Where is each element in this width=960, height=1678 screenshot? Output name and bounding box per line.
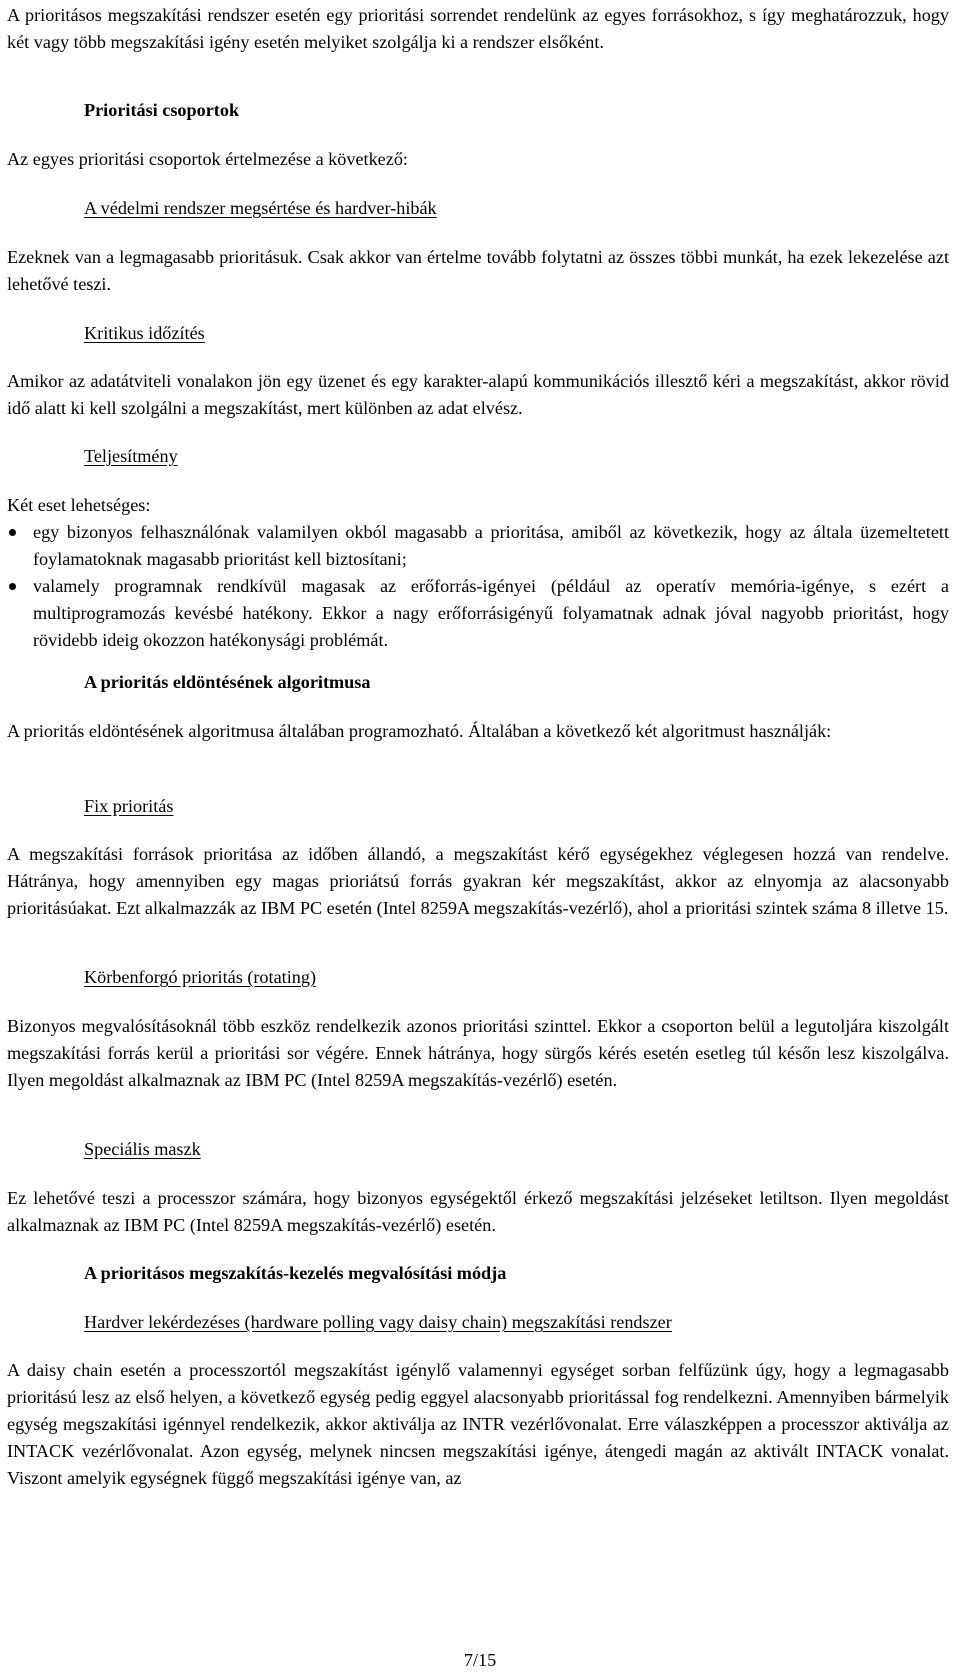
intro-paragraph: A prioritásos megszakítási rendszer esetén egy prioritási sorrendet rendelünk az egyes forrásokhoz, s így meghatározzuk, hogy két vagy több megszakítási igény esetén melyiket szolgálja ki a rendszer elsőként. bbox=[7, 5, 949, 52]
heading-protection-faults: A védelmi rendszer megsértése és hardver-hibák bbox=[84, 198, 437, 218]
rotating-priority-paragraph: Bizonyos megvalósításoknál több eszköz rendelkezik azonos prioritási szinttel. Ekkor a csoporton belül a legutoljára kiszolgált megszakítási forrás kerül a prioritási sor végére. Ennek hátránya, hogy sürgős kérés esetén esetleg túl későn lesz kiszolgálva. Ilyen megoldást alkalmaznak az IBM PC (Intel 8259A megszakítás-vezérlő) esetén. bbox=[7, 1016, 949, 1090]
heading-hardware-polling: Hardver lekérdezéses (hardware polling vagy daisy chain) megszakítási rendszer bbox=[84, 1312, 672, 1332]
heading-priority-algorithm: A prioritás eldöntésének algoritmusa bbox=[84, 672, 371, 692]
heading-critical-timing: Kritikus időzítés bbox=[84, 323, 205, 343]
heading-fixed-priority: Fix prioritás bbox=[84, 796, 174, 816]
priority-groups-paragraph: Az egyes prioritási csoportok értelmezése a következő: bbox=[7, 149, 408, 169]
heading-implementation-method: A prioritásos megszakítás-kezelés megvalósítási módja bbox=[84, 1263, 507, 1283]
bullet-text: valamely programnak rendkívül magasak az erőforrás-igényei (például az operatív memória-igénye, s ezért a multiprogramozás kevésbé hatékony. Ekkor a nagy erőforrásigényű folyamatnak adnak jóval nagyobb prioritást, hogy rövidebb ideig okozzon hatékonysági problémát. bbox=[33, 576, 949, 650]
fixed-priority-paragraph: A megszakítási források prioritása az időben állandó, a megszakítást kérő egységekhez véglegesen hozzá van rendelve. Hátránya, hogy amennyiben egy magas prioriátsú forrás gyakran kér megszakítást, akkor az elnyomja az alacsonyabb prioritásúakat. Ezt alkalmazzák az IBM PC esetén (Intel 8259A megszakítás-vezérlő), ahol a prioritási szintek száma 8 illetve 15. bbox=[7, 844, 949, 918]
priority-algorithm-paragraph: A prioritás eldöntésének algoritmusa általában programozható. Általában a következő két algoritmust használják: bbox=[7, 721, 832, 741]
bullet-icon bbox=[9, 583, 16, 590]
critical-timing-paragraph: Amikor az adatátviteli vonalakon jön egy üzenet és egy karakter-alapú kommunikációs illesztő kéri a megszakítást, akkor rövid idő alatt ki kell szolgálni a megszakítást, mert különben az adat elvész. bbox=[7, 371, 949, 418]
special-mask-paragraph: Ez lehetővé teszi a processzor számára, hogy bizonyos egységektől érkező megszakítási jelzéseket letiltson. Ilyen megoldást alkalmaznak az IBM PC (Intel 8259A megszakítás-vezérlő) esetén. bbox=[7, 1188, 949, 1235]
heading-priority-groups: Prioritási csoportok bbox=[84, 100, 240, 120]
hardware-polling-paragraph: A daisy chain esetén a processzortól megszakítást igénylő valamennyi egységet sorban felfűzünk úgy, hogy a legmagasabb prioritású lesz az első helyen, a következő egység pedig eggyel alacsonyabb prioritással fog rendelkezni. Amennyiben bármelyik egység megszakítási igénnyel rendelkezik, akkor aktiválja az INTR vezérlővonalat. Erre válaszképpen a processzor aktiválja az INTACK vezérlővonalat. Azon egység, melynek nincsen megszakítási igénye, átengedi magán az aktivált INTACK vonalat. Viszont amelyik egységnek függő megszakítási igénye van, az bbox=[7, 1360, 949, 1488]
heading-performance: Teljesítmény bbox=[84, 446, 178, 466]
heading-rotating-priority: Körbenforgó prioritás (rotating) bbox=[84, 967, 316, 987]
page-number: 7/15 bbox=[463, 1650, 497, 1670]
bullet-text: egy bizonyos felhasználónak valamilyen okból magasabb a prioritása, amiből az következik, hogy az általa üzemeltetett foylamatoknak magasabb prioritást kell biztosítani; bbox=[33, 522, 949, 569]
heading-special-mask: Speciális maszk bbox=[84, 1139, 201, 1159]
bullet-item-resource-priority bbox=[7, 573, 949, 654]
bullet-icon bbox=[9, 529, 16, 536]
performance-paragraph: Két eset lehetséges: bbox=[7, 495, 151, 515]
bullet-item-user-priority bbox=[7, 519, 949, 573]
protection-paragraph: Ezeknek van a legmagasabb prioritásuk. Csak akkor van értelme tovább folytatni az összes többi munkát, ha ezek lekezelése azt lehetővé teszi. bbox=[7, 247, 949, 294]
